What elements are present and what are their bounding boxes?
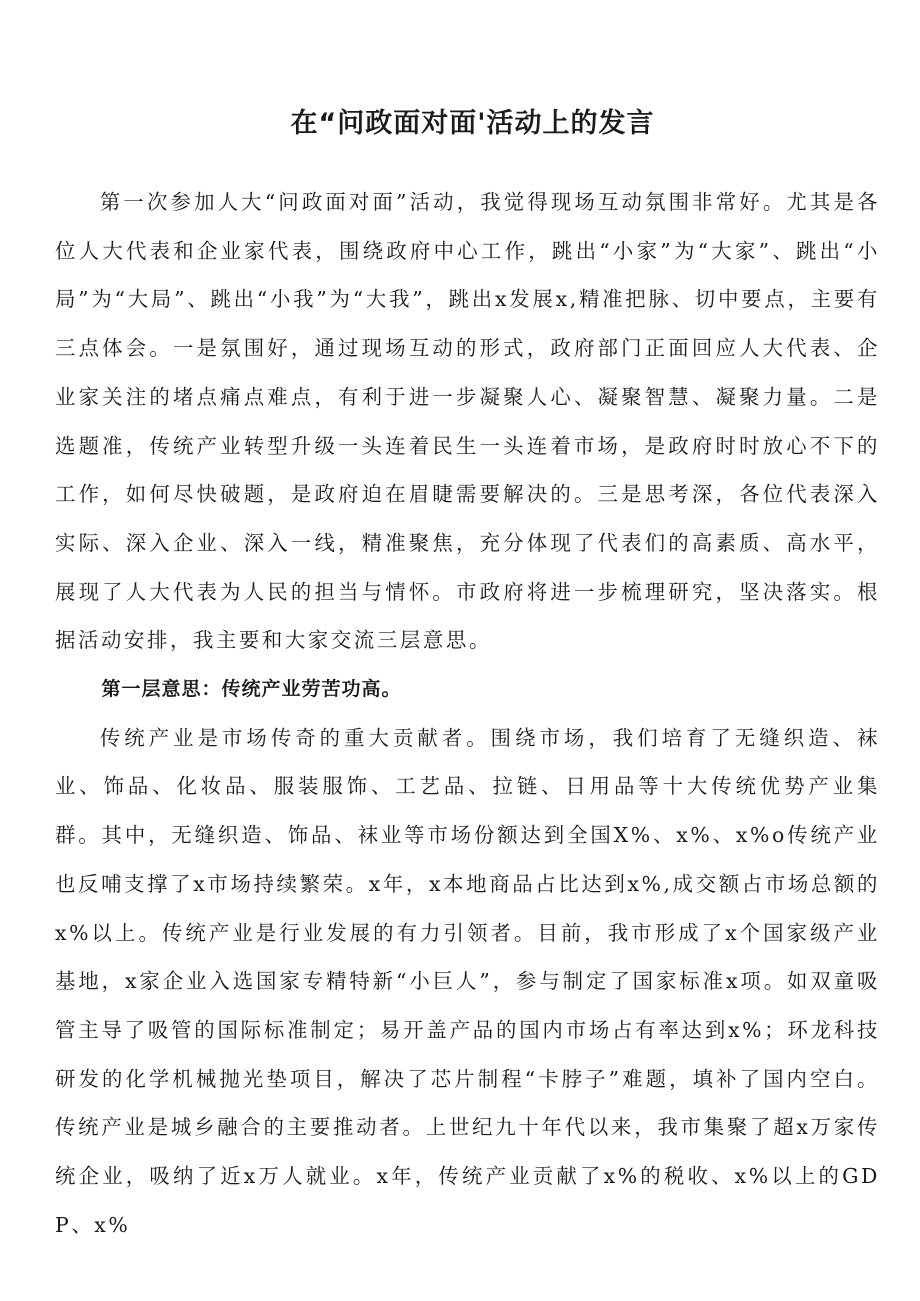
document-title: 在“问政面对面'活动上的发言	[290, 108, 655, 139]
section-heading: 第一层意思：传统产业劳苦功高。	[101, 678, 402, 701]
document-body	[55, 178, 880, 1249]
section-paragraph: 传统产业是市场传奇的重大贡献者。围绕市场，我们培育了无缝织造、袜业、饰品、化妆品、服装服饰、工艺品、拉链、日用品等十大传统优势产业集群。其中，无缝织造、饰品、袜业等市场份额达到全国X%、x%、x%o传统产业也反哺支撑了x市场持续繁荣。x年，x本地商品占比达到x%,成交额占市场总额的x%以上。传统产业是行业发展的有力引领者。目前，我市形成了x个国家级产业基地，x家企业入选国家专精特新“小巨人”，参与制定了国家标准x项。如双童吸管主导了吸管的国际标准制定；易开盖产品的国内市场占有率达到x%；环龙科技研发的化学机械抛光垫项目，解决了芯片制程“卡脖子”难题，填补了国内空白。传统产业是城乡融合的主要推动者。上世纪九十年代以来，我市集聚了超x万家传统企业，吸纳了近x万人就业。x年，传统产业贡献了x%的税收、x%以上的GDP、x%	[55, 725, 880, 1237]
intro-paragraph: 第一次参加人大“问政面对面”活动，我觉得现场互动氛围非常好。尤其是各位人大代表和企业家代表，围绕政府中心工作，跳出“小家”为“大家”、跳出“小局”为“大局”、跳出“小我”为“大我”，跳出x发展x,精准把脉、切中要点，主要有三点体会。一是氛围好，通过现场互动的形式，政府部门正面回应人大代表、企业家关注的堵点痛点难点，有利于进一步凝聚人心、凝聚智慧、凝聚力量。二是选题准，传统产业转型升级一头连着民生一头连着市场，是政府时时放心不下的工作，如何尽快破题，是政府迫在眉睫需要解决的。三是思考深，各位代表深入实际、深入企业、深入一线，精准聚焦，充分体现了代表们的高素质、高水平，展现了人大代表为人民的担当与情怀。市政府将进一步梳理研究，坚决落实。根据活动安排，我主要和大家交流三层意思。	[55, 190, 880, 653]
